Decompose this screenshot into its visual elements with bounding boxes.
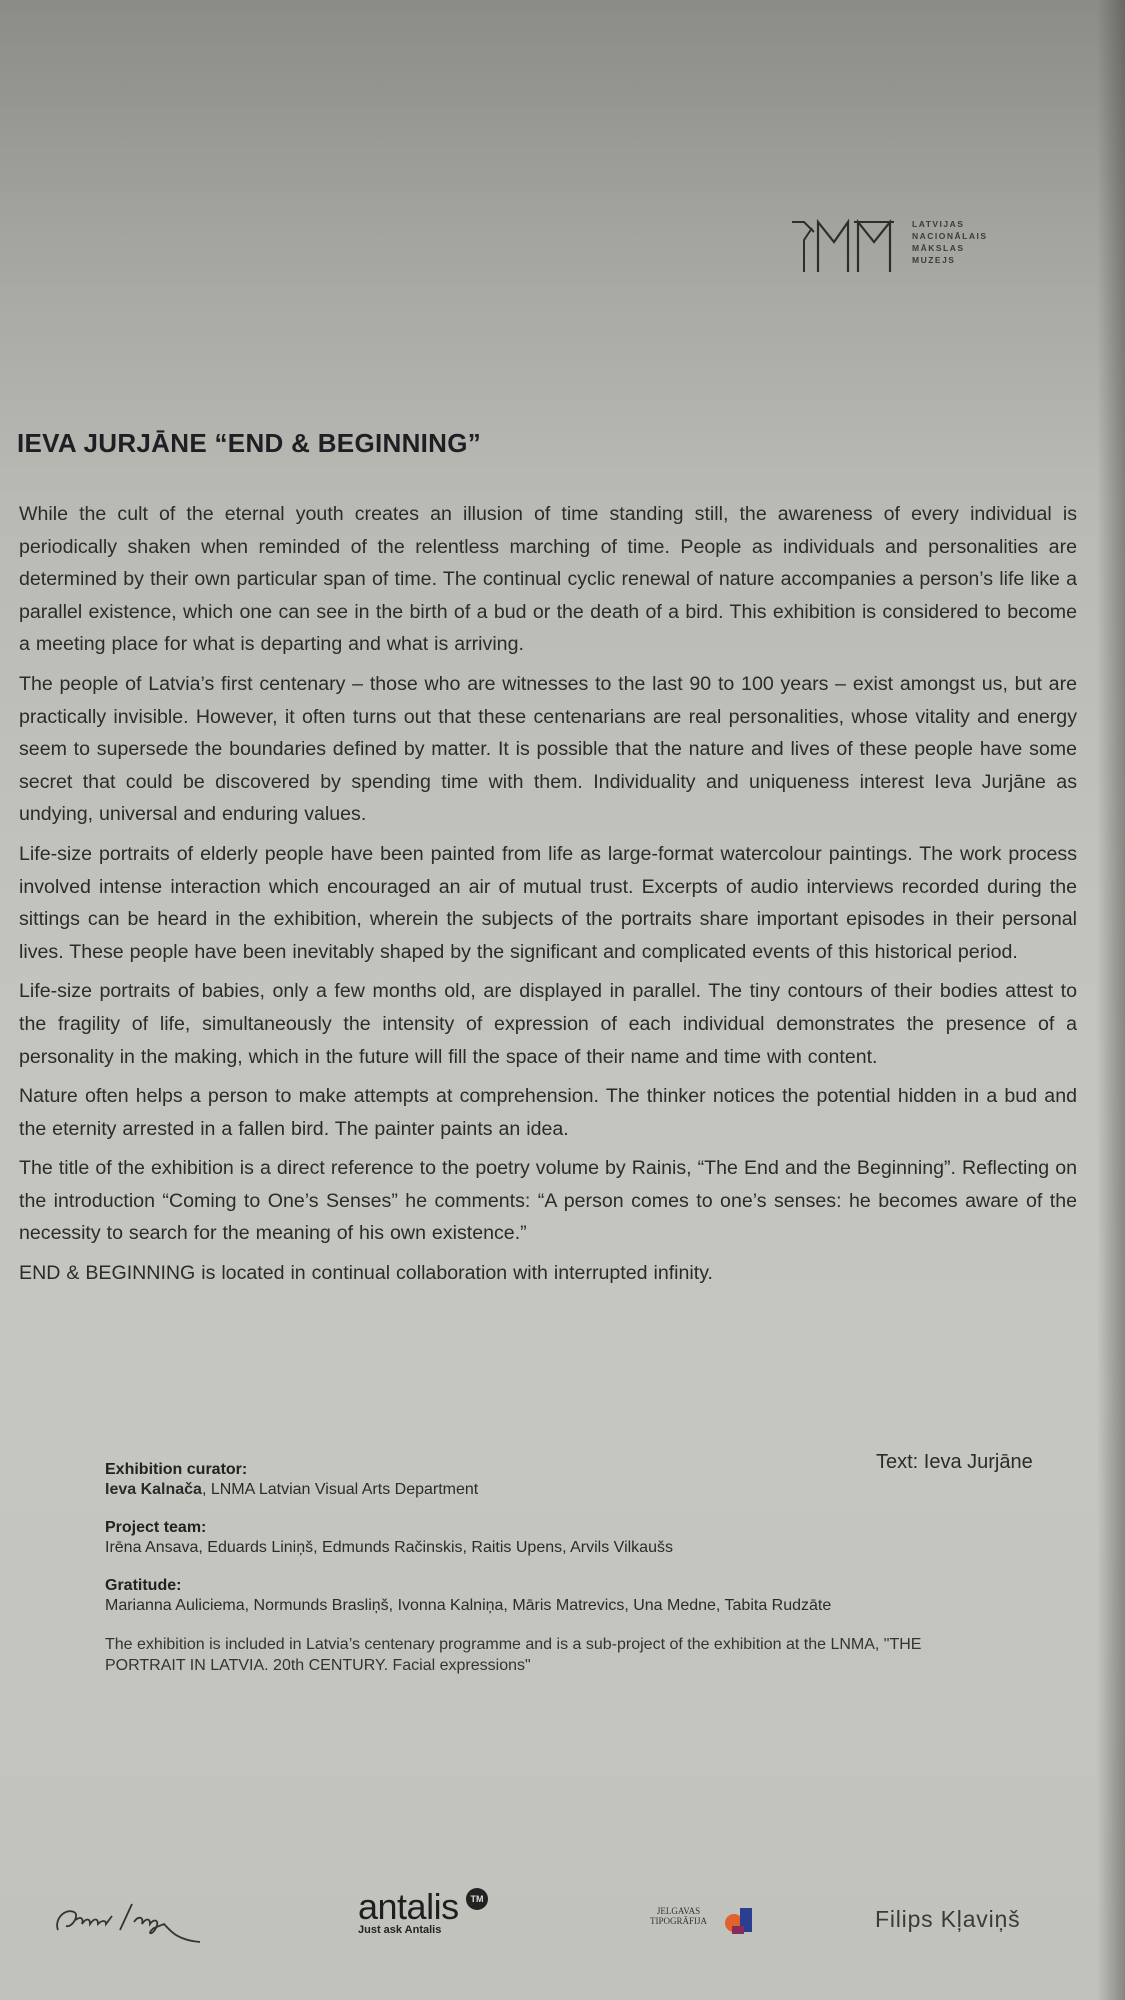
wall-shadow-edge	[1097, 0, 1125, 2000]
gratitude-block	[105, 1576, 985, 1616]
text-attribution: Text: Ieva Jurjāne	[876, 1451, 1033, 1473]
curator-name: Ieva Kalnača	[105, 1481, 202, 1498]
curator-block	[105, 1460, 985, 1500]
paragraph: While the cult of the eternal youth creates an illusion of time standing still, the awareness of every individual is periodically shaken when reminded of the relentless marching of time. People as individuals and personalities are determined by their own particular span of time. The continual cyclic renewal of nature accompanies a person’s life like a parallel existence, which one can see in the birth of a bud or the death of a bird. This exhibition is considered to become a meeting place for what is departing and what is arriving.	[19, 503, 1077, 656]
gratitude-heading: Gratitude:	[105, 1577, 182, 1594]
paragraph: The people of Latvia’s first centenary – those who are witnesses to the last 90 to 100 years – exist amongst us, but are practically invisible. However, it often turns out that these centenarians are real personalities, whose vitality and energy seem to supersede the boundaries defined by matter. It is possible that the nature and lives of these people have some secret that could be discovered by spending time with them. Individuality and uniqueness interest Ieva Jurjāne as undying, universal and enduring values.	[19, 672, 1077, 826]
team-names: Irēna Ansava, Eduards Liniņš, Edmunds Račinskis, Raitis Upens, Arvils Vilkaušs	[105, 1539, 673, 1556]
jelgavas-tipografija-mark-icon	[724, 1906, 758, 1936]
sponsor-logos	[0, 1880, 1125, 1970]
antalis-tm-badge: TM	[466, 1888, 488, 1910]
paragraph: Nature often helps a person to make attempts at comprehension. The thinker notices the potential hidden in a bud and the eternity arrested in a fallen bird. The painter paints an idea.	[19, 1085, 1077, 1140]
paragraph: The title of the exhibition is a direct reference to the poetry volume by Rainis, “The End and the Beginning”. Reflecting on the introduction “Coming to One’s Senses” he comments: “A person comes to one’s senses: he becomes aware of the necessity to search for the meaning of his own existence.”	[19, 1157, 1077, 1245]
logo-line: LATVIJAS	[912, 219, 965, 229]
jelgavas-text	[650, 1906, 707, 1926]
filips-klavins-logo: Filips Kļaviņš	[875, 1906, 1021, 1932]
lnma-monogram-icon	[790, 218, 905, 276]
handwritten-signature-logo	[50, 1890, 210, 1950]
paragraph: Life-size portraits of babies, only a few months old, are displayed in parallel. The tiny contours of their bodies attest to the fragility of life, simultaneously the intensity of expression of each individual demonstrates the presence of a personality in the making, which in the future will fill the space of their name and time with content.	[19, 980, 1077, 1068]
credits	[105, 1460, 985, 1676]
jelgavas-line: JELGAVAS	[656, 1906, 701, 1916]
exhibition-title: IEVA JURJĀNE “END & BEGINNING”	[17, 428, 482, 458]
team-heading: Project team:	[105, 1519, 207, 1536]
antalis-logo	[358, 1886, 484, 1936]
curator-line	[105, 1480, 985, 1500]
logo-line: MUZEJS	[912, 255, 956, 265]
logo-line: NACIONĀLAIS	[912, 231, 988, 241]
logo-line: MĀKSLAS	[912, 243, 965, 253]
antalis-wordmark: antalis	[358, 1886, 459, 1927]
gratitude-names: Marianna Auliciema, Normunds Brasliņš, Ivonna Kalniņa, Māris Matrevics, Una Medne, Tabita Rudzāte	[105, 1597, 832, 1614]
exhibition-description	[19, 498, 1077, 1297]
paragraph: Life-size portraits of elderly people have been painted from life as large-format watercolour paintings. The work process involved intense interaction which encouraged an air of mutual trust. Excerpts of audio interviews recorded during the sittings can be heard in the exhibition, wherein the subjects of the portraits share important episodes in their personal lives. These people have been inevitably shaped by the significant and complicated events of this historical period.	[19, 842, 1077, 963]
museum-logo	[790, 218, 1010, 282]
jelgavas-tipografija-logo	[650, 1906, 707, 1926]
jelgavas-line: TIPOGRĀFIJA	[650, 1916, 708, 1926]
team-block	[105, 1518, 985, 1558]
antalis-tagline: Just ask Antalis	[358, 1924, 442, 1936]
curator-heading: Exhibition curator:	[105, 1461, 248, 1478]
paragraph: END & BEGINNING is located in continual collaboration with interrupted infinity.	[19, 1262, 713, 1285]
curator-department: , LNMA Latvian Visual Arts Department	[201, 1481, 479, 1498]
museum-logo-text	[912, 218, 988, 266]
centenary-note: The exhibition is included in Latvia’s centenary programme and is a sub-project of the exhibition at the LNMA, "THE PORTRAIT IN LATVIA. 20th CENTURY. Facial expressions"	[105, 1636, 922, 1674]
